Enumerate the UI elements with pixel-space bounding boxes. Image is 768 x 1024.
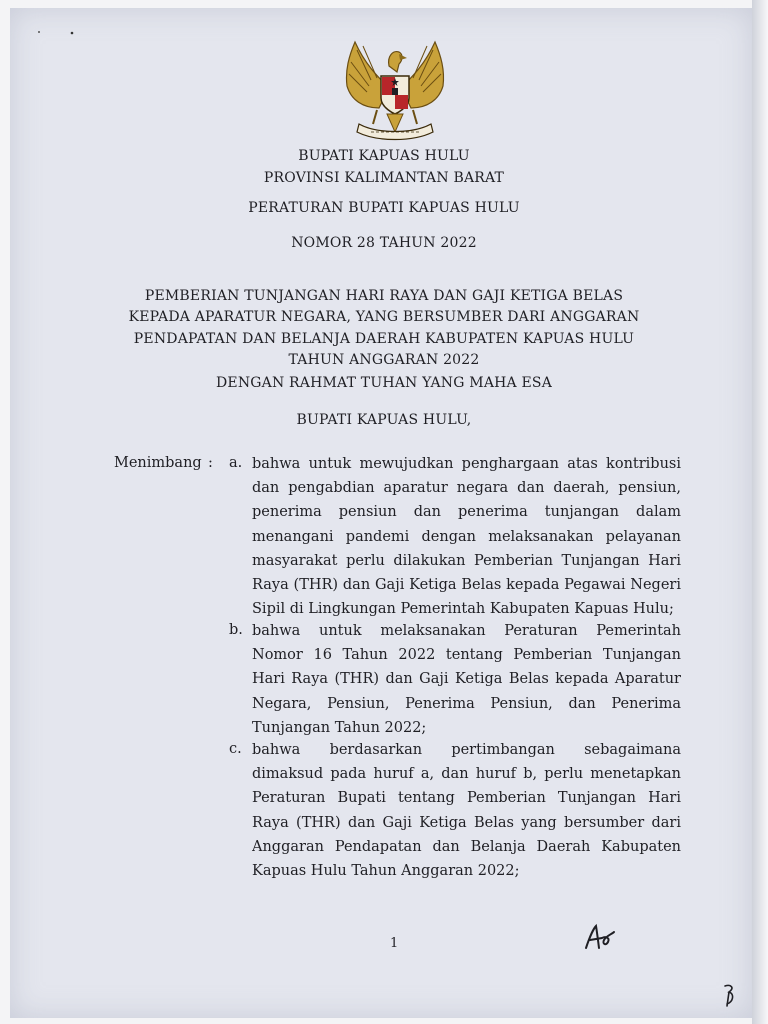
title-line: TAHUN ANGGARAN 2022 xyxy=(288,351,480,368)
authority: BUPATI KAPUAS HULU, xyxy=(296,412,472,428)
item-line: bahwa untuk melaksanakan Peraturan Pemerintah xyxy=(252,623,681,639)
invocation: DENGAN RAHMAT TUHAN YANG MAHA ESA xyxy=(215,375,553,391)
item-line: Kapuas Hulu Tahun Anggaran 2022; xyxy=(252,862,520,879)
margin-mark-icon xyxy=(719,982,739,1008)
considering-item-c xyxy=(229,738,681,883)
issuer-title: BUPATI KAPUAS HULU xyxy=(298,148,470,164)
item-line: penerima pensiun dan penerima tunjangan dalam xyxy=(252,504,681,521)
item-line: Raya (THR) dan Gaji Ketiga Belas yang bersumber dari xyxy=(252,814,681,831)
garuda-emblem-icon xyxy=(337,36,453,144)
item-line: bahwa berdasarkan pertimbangan sebagaimana xyxy=(252,742,681,758)
item-line: dimaksud pada huruf a, dan huruf b, perlu menetapkan xyxy=(252,766,681,783)
item-line: masyarakat perlu dilakukan Pemberian Tunjangan Hari xyxy=(252,552,681,569)
considering-item-b xyxy=(229,619,681,740)
scan-specks xyxy=(36,28,76,36)
item-marker: a. xyxy=(229,455,243,471)
title-line: PEMBERIAN TUNJANGAN HARI RAYA DAN GAJI KETIGA BELAS xyxy=(144,288,624,304)
item-line: dan pengabdian aparatur negara dan daerah, pensiun, xyxy=(252,480,681,497)
item-line: Anggaran Pendapatan dan Belanja Daerah Kabupaten xyxy=(252,838,681,855)
regulation-type: PERATURAN BUPATI KAPUAS HULU xyxy=(248,200,520,216)
considering-colon: : xyxy=(208,455,213,471)
item-line: Hari Raya (THR) dan Gaji Ketiga Belas kepada Aparatur xyxy=(252,671,681,688)
regulation-number: NOMOR 28 TAHUN 2022 xyxy=(291,235,477,251)
item-line: Nomor 16 Tahun 2022 tentang Pemberian Tunjangan xyxy=(252,647,681,664)
item-line: Tunjangan Tahun 2022; xyxy=(252,719,427,736)
issuer-province: PROVINSI KALIMANTAN BARAT xyxy=(263,170,505,186)
item-line: bahwa untuk mewujudkan penghargaan atas kontribusi xyxy=(252,456,681,472)
regulation-title xyxy=(0,286,768,371)
considering-item-a xyxy=(229,452,681,621)
title-line: PENDAPATAN DAN BELANJA DAERAH KABUPATEN KAPUAS HULU xyxy=(133,330,635,347)
considering-label: Menimbang xyxy=(114,455,202,471)
initial-signature-icon xyxy=(582,922,616,952)
item-line: Sipil di Lingkungan Pemerintah Kabupaten Kapuas Hulu; xyxy=(252,601,674,618)
title-line: KEPADA APARATUR NEGARA, YANG BERSUMBER DARI ANGGARAN xyxy=(128,309,640,326)
item-line: Peraturan Bupati tentang Pemberian Tunjangan Hari xyxy=(252,790,681,807)
item-line: Raya (THR) dan Gaji Ketiga Belas kepada Pegawai Negeri xyxy=(252,576,681,593)
item-line: menangani pandemi dengan melaksanakan pelayanan xyxy=(252,528,681,545)
item-line: Negara, Pensiun, Penerima Pensiun, dan Penerima xyxy=(252,695,681,712)
item-marker: c. xyxy=(229,741,242,757)
page-number: 1 xyxy=(390,936,399,951)
item-marker: b. xyxy=(229,622,243,638)
